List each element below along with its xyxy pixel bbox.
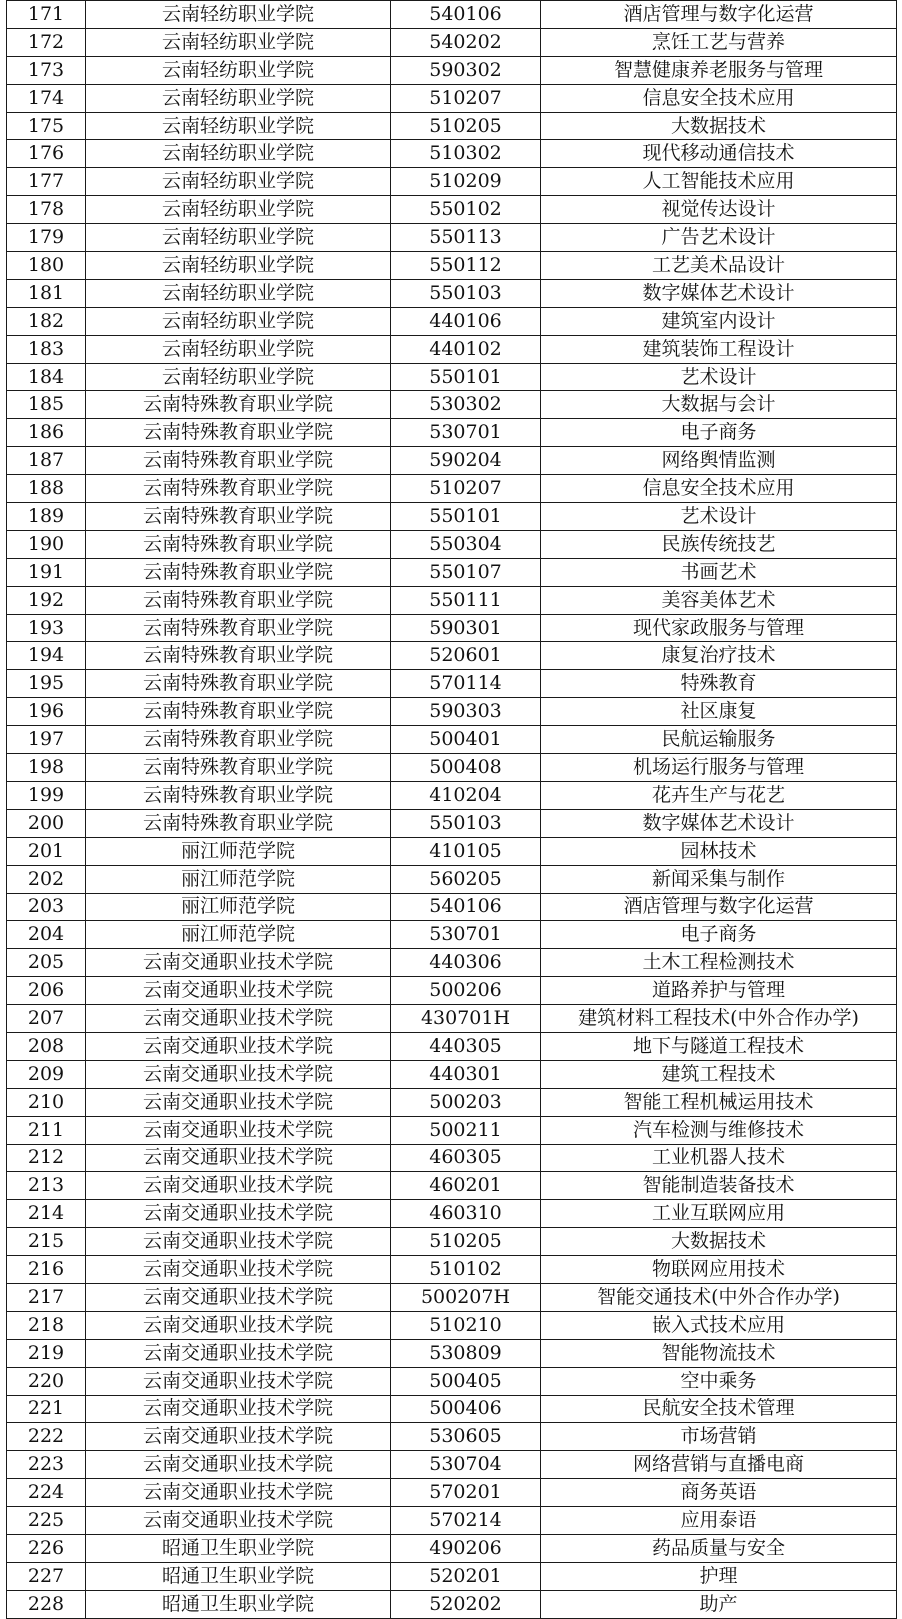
major-name-cell: 人工智能技术应用	[541, 168, 897, 196]
major-code-cell: 520201	[391, 1562, 541, 1590]
row-number-cell: 171	[7, 1, 86, 29]
row-number-cell: 204	[7, 921, 86, 949]
school-name-cell: 昭通卫生职业学院	[86, 1590, 391, 1618]
table-row	[7, 363, 897, 391]
major-code-cell: 460305	[391, 1144, 541, 1172]
row-number-cell: 178	[7, 196, 86, 224]
major-code-cell: 540106	[391, 1, 541, 29]
major-code-cell: 500401	[391, 726, 541, 754]
major-code-cell: 590302	[391, 56, 541, 84]
table-row	[7, 140, 897, 168]
school-name-cell: 丽江师范学院	[86, 921, 391, 949]
row-number-cell: 223	[7, 1451, 86, 1479]
row-number-cell: 184	[7, 363, 86, 391]
major-code-cell: 550304	[391, 530, 541, 558]
row-number-cell: 186	[7, 419, 86, 447]
major-code-cell: 570214	[391, 1507, 541, 1535]
major-code-cell: 500206	[391, 977, 541, 1005]
row-number-cell: 225	[7, 1507, 86, 1535]
school-name-cell: 云南交通职业技术学院	[86, 1339, 391, 1367]
row-number-cell: 200	[7, 809, 86, 837]
row-number-cell: 173	[7, 56, 86, 84]
table-row	[7, 1144, 897, 1172]
major-name-cell: 烹饪工艺与营养	[541, 28, 897, 56]
school-name-cell: 云南特殊教育职业学院	[86, 726, 391, 754]
table-row	[7, 1562, 897, 1590]
table-row	[7, 1395, 897, 1423]
major-name-cell: 网络舆情监测	[541, 447, 897, 475]
table-row	[7, 1032, 897, 1060]
major-code-cell: 500207H	[391, 1283, 541, 1311]
major-name-cell: 数字媒体艺术设计	[541, 279, 897, 307]
table-row	[7, 698, 897, 726]
table-row	[7, 1479, 897, 1507]
table-row	[7, 279, 897, 307]
row-number-cell: 215	[7, 1228, 86, 1256]
major-name-cell: 建筑装饰工程设计	[541, 335, 897, 363]
major-name-cell: 酒店管理与数字化运营	[541, 1, 897, 29]
row-number-cell: 209	[7, 1060, 86, 1088]
major-name-cell: 新闻采集与制作	[541, 865, 897, 893]
major-code-cell: 550111	[391, 586, 541, 614]
major-code-cell: 510302	[391, 140, 541, 168]
table-row	[7, 949, 897, 977]
table-row	[7, 168, 897, 196]
table-row	[7, 419, 897, 447]
major-code-cell: 550103	[391, 809, 541, 837]
school-name-cell: 云南特殊教育职业学院	[86, 698, 391, 726]
row-number-cell: 211	[7, 1116, 86, 1144]
major-name-cell: 大数据技术	[541, 112, 897, 140]
major-name-cell: 药品质量与安全	[541, 1534, 897, 1562]
table-row	[7, 586, 897, 614]
major-code-cell: 510210	[391, 1311, 541, 1339]
major-code-cell: 440301	[391, 1060, 541, 1088]
row-number-cell: 199	[7, 781, 86, 809]
school-name-cell: 云南特殊教育职业学院	[86, 475, 391, 503]
row-number-cell: 185	[7, 391, 86, 419]
school-name-cell: 云南交通职业技术学院	[86, 949, 391, 977]
school-name-cell: 云南交通职业技术学院	[86, 1395, 391, 1423]
major-name-cell: 建筑材料工程技术(中外合作办学)	[541, 1005, 897, 1033]
row-number-cell: 193	[7, 614, 86, 642]
major-name-cell: 数字媒体艺术设计	[541, 809, 897, 837]
major-code-cell: 540202	[391, 28, 541, 56]
table-row	[7, 252, 897, 280]
school-name-cell: 云南轻纺职业学院	[86, 56, 391, 84]
school-name-cell: 云南轻纺职业学院	[86, 252, 391, 280]
major-code-cell: 510102	[391, 1256, 541, 1284]
row-number-cell: 224	[7, 1479, 86, 1507]
table-row	[7, 809, 897, 837]
row-number-cell: 191	[7, 558, 86, 586]
school-name-cell: 云南交通职业技术学院	[86, 1451, 391, 1479]
table-row	[7, 977, 897, 1005]
row-number-cell: 174	[7, 84, 86, 112]
major-name-cell: 现代家政服务与管理	[541, 614, 897, 642]
major-name-cell: 大数据技术	[541, 1228, 897, 1256]
major-name-cell: 花卉生产与花艺	[541, 781, 897, 809]
major-name-cell: 民航安全技术管理	[541, 1395, 897, 1423]
row-number-cell: 175	[7, 112, 86, 140]
major-code-cell: 590204	[391, 447, 541, 475]
school-name-cell: 云南交通职业技术学院	[86, 1283, 391, 1311]
table-row	[7, 1060, 897, 1088]
major-name-cell: 书画艺术	[541, 558, 897, 586]
major-name-cell: 视觉传达设计	[541, 196, 897, 224]
row-number-cell: 226	[7, 1534, 86, 1562]
school-name-cell: 丽江师范学院	[86, 837, 391, 865]
row-number-cell: 208	[7, 1032, 86, 1060]
major-code-cell: 510209	[391, 168, 541, 196]
major-name-cell: 艺术设计	[541, 363, 897, 391]
table-row	[7, 670, 897, 698]
row-number-cell: 205	[7, 949, 86, 977]
school-name-cell: 云南交通职业技术学院	[86, 1507, 391, 1535]
major-code-cell: 500405	[391, 1367, 541, 1395]
major-name-cell: 园林技术	[541, 837, 897, 865]
school-name-cell: 云南交通职业技术学院	[86, 1116, 391, 1144]
row-number-cell: 228	[7, 1590, 86, 1618]
row-number-cell: 177	[7, 168, 86, 196]
row-number-cell: 203	[7, 893, 86, 921]
school-name-cell: 云南轻纺职业学院	[86, 307, 391, 335]
major-code-cell: 550113	[391, 224, 541, 252]
school-name-cell: 云南轻纺职业学院	[86, 196, 391, 224]
major-name-cell: 大数据与会计	[541, 391, 897, 419]
school-name-cell: 云南轻纺职业学院	[86, 140, 391, 168]
row-number-cell: 189	[7, 503, 86, 531]
school-name-cell: 云南轻纺职业学院	[86, 84, 391, 112]
school-name-cell: 云南特殊教育职业学院	[86, 670, 391, 698]
school-name-cell: 丽江师范学院	[86, 893, 391, 921]
major-code-cell: 510207	[391, 84, 541, 112]
major-code-cell: 520601	[391, 642, 541, 670]
major-name-cell: 市场营销	[541, 1423, 897, 1451]
school-name-cell: 云南轻纺职业学院	[86, 112, 391, 140]
table-row	[7, 1005, 897, 1033]
row-number-cell: 180	[7, 252, 86, 280]
table-row	[7, 1088, 897, 1116]
row-number-cell: 220	[7, 1367, 86, 1395]
table-row	[7, 503, 897, 531]
major-name-cell: 民航运输服务	[541, 726, 897, 754]
row-number-cell: 202	[7, 865, 86, 893]
row-number-cell: 210	[7, 1088, 86, 1116]
major-code-cell: 510205	[391, 1228, 541, 1256]
major-code-cell: 530701	[391, 419, 541, 447]
major-name-cell: 智能交通技术(中外合作办学)	[541, 1283, 897, 1311]
table-row	[7, 1228, 897, 1256]
row-number-cell: 213	[7, 1172, 86, 1200]
major-code-cell: 510207	[391, 475, 541, 503]
major-name-cell: 智能工程机械运用技术	[541, 1088, 897, 1116]
row-number-cell: 216	[7, 1256, 86, 1284]
major-code-cell: 570201	[391, 1479, 541, 1507]
table-row	[7, 196, 897, 224]
major-name-cell: 物联网应用技术	[541, 1256, 897, 1284]
major-name-cell: 应用泰语	[541, 1507, 897, 1535]
major-code-cell: 550102	[391, 196, 541, 224]
major-name-cell: 康复治疗技术	[541, 642, 897, 670]
school-name-cell: 昭通卫生职业学院	[86, 1534, 391, 1562]
major-name-cell: 机场运行服务与管理	[541, 754, 897, 782]
major-code-cell: 530809	[391, 1339, 541, 1367]
row-number-cell: 218	[7, 1311, 86, 1339]
table-row	[7, 754, 897, 782]
major-name-cell: 嵌入式技术应用	[541, 1311, 897, 1339]
major-code-cell: 500203	[391, 1088, 541, 1116]
row-number-cell: 214	[7, 1200, 86, 1228]
major-name-cell: 建筑工程技术	[541, 1060, 897, 1088]
major-name-cell: 网络营销与直播电商	[541, 1451, 897, 1479]
row-number-cell: 198	[7, 754, 86, 782]
row-number-cell: 217	[7, 1283, 86, 1311]
table-row	[7, 726, 897, 754]
major-name-cell: 工艺美术品设计	[541, 252, 897, 280]
row-number-cell: 196	[7, 698, 86, 726]
school-name-cell: 云南交通职业技术学院	[86, 1032, 391, 1060]
major-code-cell: 590303	[391, 698, 541, 726]
school-name-cell: 丽江师范学院	[86, 865, 391, 893]
school-name-cell: 云南特殊教育职业学院	[86, 614, 391, 642]
major-name-cell: 智能制造装备技术	[541, 1172, 897, 1200]
school-name-cell: 云南轻纺职业学院	[86, 224, 391, 252]
school-name-cell: 云南特殊教育职业学院	[86, 809, 391, 837]
school-name-cell: 云南交通职业技术学院	[86, 1423, 391, 1451]
major-name-cell: 商务英语	[541, 1479, 897, 1507]
school-name-cell: 云南特殊教育职业学院	[86, 642, 391, 670]
row-number-cell: 179	[7, 224, 86, 252]
table-row	[7, 84, 897, 112]
table-row	[7, 865, 897, 893]
major-code-cell: 510205	[391, 112, 541, 140]
school-name-cell: 云南特殊教育职业学院	[86, 558, 391, 586]
row-number-cell: 181	[7, 279, 86, 307]
table-body	[7, 1, 897, 1619]
school-name-cell: 云南轻纺职业学院	[86, 335, 391, 363]
table-row	[7, 1283, 897, 1311]
school-name-cell: 云南特殊教育职业学院	[86, 447, 391, 475]
school-name-cell: 云南特殊教育职业学院	[86, 781, 391, 809]
row-number-cell: 172	[7, 28, 86, 56]
major-code-cell: 460201	[391, 1172, 541, 1200]
school-name-cell: 云南特殊教育职业学院	[86, 586, 391, 614]
major-code-cell: 550112	[391, 252, 541, 280]
major-name-cell: 信息安全技术应用	[541, 475, 897, 503]
school-name-cell: 云南交通职业技术学院	[86, 977, 391, 1005]
table-row	[7, 893, 897, 921]
table-row	[7, 530, 897, 558]
school-name-cell: 云南交通职业技术学院	[86, 1311, 391, 1339]
school-name-cell: 云南交通职业技术学院	[86, 1088, 391, 1116]
major-name-cell: 酒店管理与数字化运营	[541, 893, 897, 921]
school-name-cell: 昭通卫生职业学院	[86, 1562, 391, 1590]
table-row	[7, 475, 897, 503]
table-row	[7, 837, 897, 865]
major-name-cell: 电子商务	[541, 419, 897, 447]
major-name-cell: 特殊教育	[541, 670, 897, 698]
major-name-cell: 广告艺术设计	[541, 224, 897, 252]
major-name-cell: 智能物流技术	[541, 1339, 897, 1367]
major-name-cell: 汽车检测与维修技术	[541, 1116, 897, 1144]
major-name-cell: 土木工程检测技术	[541, 949, 897, 977]
table-row	[7, 642, 897, 670]
school-name-cell: 云南轻纺职业学院	[86, 28, 391, 56]
major-name-cell: 工业机器人技术	[541, 1144, 897, 1172]
row-number-cell: 207	[7, 1005, 86, 1033]
table-row	[7, 1423, 897, 1451]
major-code-cell: 530701	[391, 921, 541, 949]
major-code-cell: 500408	[391, 754, 541, 782]
row-number-cell: 194	[7, 642, 86, 670]
school-name-cell: 云南轻纺职业学院	[86, 363, 391, 391]
row-number-cell: 227	[7, 1562, 86, 1590]
table-row	[7, 335, 897, 363]
table-row	[7, 1311, 897, 1339]
major-code-cell: 440306	[391, 949, 541, 977]
major-name-cell: 信息安全技术应用	[541, 84, 897, 112]
row-number-cell: 195	[7, 670, 86, 698]
major-code-cell: 460310	[391, 1200, 541, 1228]
major-code-cell: 430701H	[391, 1005, 541, 1033]
major-code-cell: 440106	[391, 307, 541, 335]
document-page	[6, 0, 896, 1619]
school-name-cell: 云南交通职业技术学院	[86, 1228, 391, 1256]
major-name-cell: 空中乘务	[541, 1367, 897, 1395]
major-code-cell: 560205	[391, 865, 541, 893]
major-code-cell: 550101	[391, 363, 541, 391]
major-name-cell: 民族传统技艺	[541, 530, 897, 558]
table-row	[7, 112, 897, 140]
school-name-cell: 云南特殊教育职业学院	[86, 530, 391, 558]
row-number-cell: 192	[7, 586, 86, 614]
row-number-cell: 212	[7, 1144, 86, 1172]
school-name-cell: 云南交通职业技术学院	[86, 1060, 391, 1088]
table-row	[7, 391, 897, 419]
school-name-cell: 云南轻纺职业学院	[86, 1, 391, 29]
major-name-cell: 美容美体艺术	[541, 586, 897, 614]
row-number-cell: 222	[7, 1423, 86, 1451]
table-row	[7, 1116, 897, 1144]
school-name-cell: 云南交通职业技术学院	[86, 1367, 391, 1395]
table-row	[7, 1339, 897, 1367]
table-row	[7, 1, 897, 29]
row-number-cell: 183	[7, 335, 86, 363]
row-number-cell: 187	[7, 447, 86, 475]
table-row	[7, 1534, 897, 1562]
table-row	[7, 614, 897, 642]
major-code-cell: 550107	[391, 558, 541, 586]
major-code-cell: 500406	[391, 1395, 541, 1423]
table-row	[7, 558, 897, 586]
major-name-cell: 工业互联网应用	[541, 1200, 897, 1228]
table-row	[7, 1256, 897, 1284]
major-code-cell: 440102	[391, 335, 541, 363]
table-row	[7, 28, 897, 56]
school-name-cell: 云南交通职业技术学院	[86, 1172, 391, 1200]
table-row	[7, 1507, 897, 1535]
table-row	[7, 1451, 897, 1479]
major-code-cell: 530704	[391, 1451, 541, 1479]
major-code-cell: 530605	[391, 1423, 541, 1451]
row-number-cell: 201	[7, 837, 86, 865]
table-row	[7, 781, 897, 809]
table-row	[7, 1367, 897, 1395]
table-row	[7, 1590, 897, 1618]
major-code-cell: 410105	[391, 837, 541, 865]
table-row	[7, 56, 897, 84]
major-code-cell: 490206	[391, 1534, 541, 1562]
table-row	[7, 921, 897, 949]
row-number-cell: 197	[7, 726, 86, 754]
major-code-cell: 500211	[391, 1116, 541, 1144]
major-name-cell: 社区康复	[541, 698, 897, 726]
major-code-cell: 590301	[391, 614, 541, 642]
row-number-cell: 206	[7, 977, 86, 1005]
major-code-cell: 440305	[391, 1032, 541, 1060]
row-number-cell: 182	[7, 307, 86, 335]
major-name-cell: 道路养护与管理	[541, 977, 897, 1005]
major-name-cell: 建筑室内设计	[541, 307, 897, 335]
major-name-cell: 现代移动通信技术	[541, 140, 897, 168]
row-number-cell: 190	[7, 530, 86, 558]
row-number-cell: 221	[7, 1395, 86, 1423]
school-name-cell: 云南特殊教育职业学院	[86, 391, 391, 419]
major-name-cell: 智慧健康养老服务与管理	[541, 56, 897, 84]
school-name-cell: 云南交通职业技术学院	[86, 1200, 391, 1228]
row-number-cell: 188	[7, 475, 86, 503]
major-name-cell: 艺术设计	[541, 503, 897, 531]
row-number-cell: 219	[7, 1339, 86, 1367]
school-name-cell: 云南交通职业技术学院	[86, 1256, 391, 1284]
table-row	[7, 224, 897, 252]
school-name-cell: 云南交通职业技术学院	[86, 1479, 391, 1507]
major-code-cell: 520202	[391, 1590, 541, 1618]
major-code-cell: 550101	[391, 503, 541, 531]
table-row	[7, 307, 897, 335]
row-number-cell: 176	[7, 140, 86, 168]
table-row	[7, 1200, 897, 1228]
major-name-cell: 助产	[541, 1590, 897, 1618]
school-name-cell: 云南特殊教育职业学院	[86, 503, 391, 531]
school-name-cell: 云南轻纺职业学院	[86, 279, 391, 307]
major-name-cell: 电子商务	[541, 921, 897, 949]
school-name-cell: 云南特殊教育职业学院	[86, 754, 391, 782]
major-code-cell: 550103	[391, 279, 541, 307]
table-row	[7, 447, 897, 475]
school-name-cell: 云南交通职业技术学院	[86, 1144, 391, 1172]
major-code-cell: 410204	[391, 781, 541, 809]
table-row	[7, 1172, 897, 1200]
major-code-cell: 570114	[391, 670, 541, 698]
major-name-cell: 护理	[541, 1562, 897, 1590]
program-table	[6, 0, 897, 1619]
school-name-cell: 云南交通职业技术学院	[86, 1005, 391, 1033]
school-name-cell: 云南轻纺职业学院	[86, 168, 391, 196]
major-code-cell: 540106	[391, 893, 541, 921]
major-name-cell: 地下与隧道工程技术	[541, 1032, 897, 1060]
major-code-cell: 530302	[391, 391, 541, 419]
school-name-cell: 云南特殊教育职业学院	[86, 419, 391, 447]
